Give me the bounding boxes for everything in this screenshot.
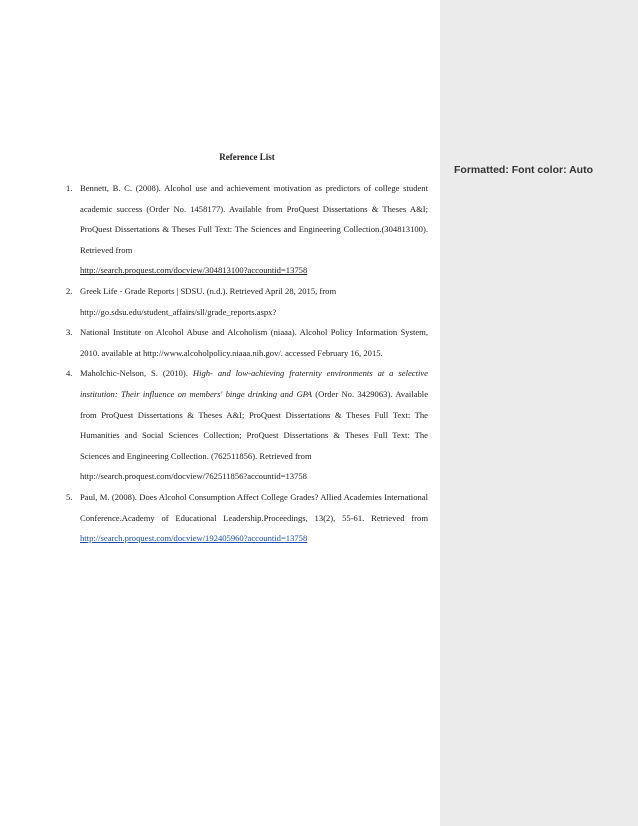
reference-item-1 <box>66 178 428 281</box>
reference-number: 2. <box>66 285 73 296</box>
reference-title-italic: High- and low-achieving fraternity environments at a selective institution: Their influence on members' binge drinking and GPA <box>80 368 428 399</box>
reference-link[interactable]: http://search.proquest.com/docview/192405960?accountid=13758 <box>80 533 308 544</box>
reference-list <box>66 178 428 549</box>
reference-text: Maholchic-Nelson, S. (2010). <box>80 368 193 379</box>
reference-url: http://go.sdsu.edu/student_affairs/sll/grade_reports.aspx? <box>80 306 277 317</box>
reference-text: Paul, M. (2008). Does Alcohol Consumption Affect College Grades? Allied Academies International Conference.Academy of Educational Leadership.Proceedings, 13(2), 55-61. Retrieved from <box>80 491 428 523</box>
reference-item-5 <box>66 487 428 549</box>
reference-number: 1. <box>66 183 73 193</box>
reference-number: 4. <box>66 368 73 379</box>
reference-item-4 <box>66 363 428 487</box>
reference-item-2 <box>66 281 428 322</box>
reference-url: http://search.proquest.com/docview/762511856?accountid=13758 <box>80 471 307 482</box>
reference-number: 5. <box>66 491 73 502</box>
reference-text-continued: (Order No. 3429063). Available from ProQuest Dissertations & Theses A&I; ProQuest Dissertations & Theses Full Text: The Humanities and Social Sciences Collection; ProQuest Dissertations & Theses Full Text: The Sciences and Engineering Collection. (762511856). Retrieved from <box>80 388 429 461</box>
reference-number: 3. <box>66 327 73 338</box>
document-body <box>66 150 428 549</box>
page-title: Reference List <box>219 152 275 162</box>
comment-pane <box>440 0 638 826</box>
reference-item-3 <box>66 322 428 363</box>
reference-text: National Institute on Alcohol Abuse and Alcoholism (niaaa). Alcohol Policy Information System, 2010. available at http://www.alcoholpolicy.niaaa.nih.gov/. accessed February 16, 2015. <box>80 327 428 358</box>
formatting-comment[interactable]: Formatted: Font color: Auto <box>454 164 594 176</box>
reference-url[interactable]: http://search.proquest.com/docview/304813100?accountid=13758 <box>80 265 308 276</box>
reference-text: Bennett, B. C. (2008). Alcohol use and achievement motivation as predictors of college student academic success (Order No. 1458177). Available from ProQuest Dissertations & Theses A&I; ProQuest Dissertations & Theses Full Text: The Sciences and Engineering Collection.(304813100). Retrieved from <box>80 183 428 255</box>
reference-text: Greek Life - Grade Reports | SDSU. (n.d.). Retrieved April 28, 2015, from <box>80 285 337 296</box>
